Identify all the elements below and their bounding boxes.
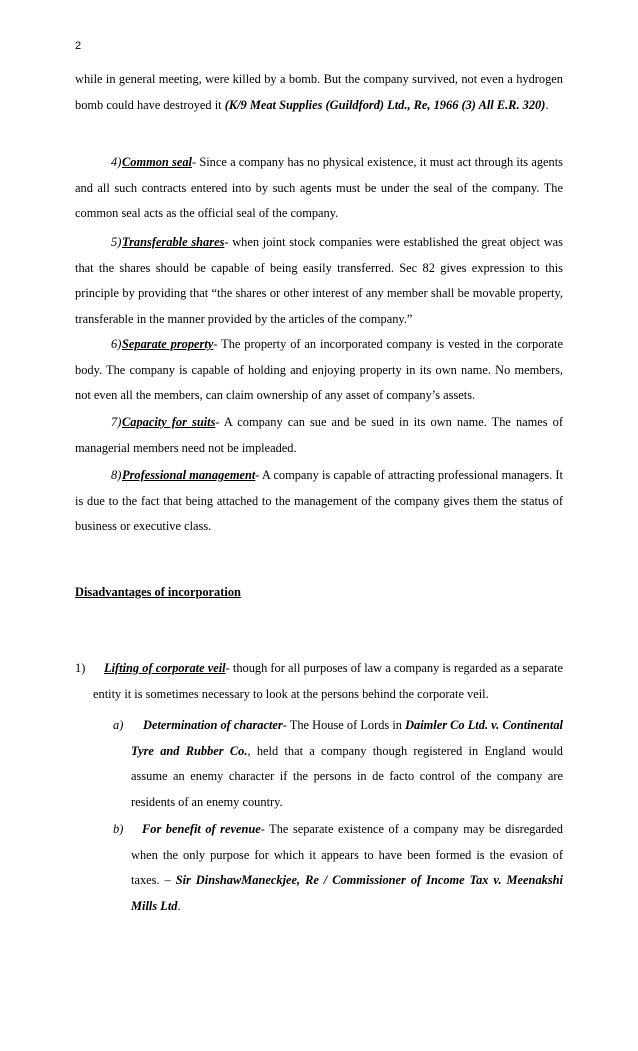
item-number: 7) [111,415,122,429]
item-text: - The property of an incorporated company is vested in the corporate body. The company is capable of holding and enjoying property in its own name. No members, not even all the members, can claim ownership of any asset of company’s assets. [75,337,563,402]
page-number: 2 [75,40,82,52]
item-number: 8) [111,468,122,482]
item-text: - The separate existence of a company may be disregarded when the only purpose for which it appears to have been formed is the evasion of taxes. – [131,822,563,887]
item-heading: Capacity for suits [122,415,216,429]
sub-item-b [113,817,563,919]
sub-item-marker: a) [113,718,124,732]
advantage-item-6 [75,332,563,409]
advantage-item-4 [75,150,563,227]
case-citation: Sir DinshawManeckjee, Re / Commissioner of Income Tax v. Meenakshi Mills Ltd [131,873,563,913]
sub-item-marker: b) [113,822,124,836]
item-heading: Professional management [122,468,256,482]
item-text: - though for all purposes of law a company is regarded as a separate entity it is sometimes necessary to look at the persons behind the corporate veil. [93,661,563,701]
item-heading: Separate property [122,337,214,351]
intro-paragraph [75,67,563,118]
disadvantage-item-1 [75,656,563,707]
item-number: 1) [75,661,86,675]
item-end: . [177,898,181,913]
intro-end: . [545,97,549,112]
item-heading: Transferable shares [122,235,225,249]
item-text: - when joint stock companies were established the great object was that the shares should be capable of being easily transferred. Sec 82 gives expression to this principle by providing that “the shares or other interest of any member shall be movable property, transferable in the manner provided by the articles of the company.” [75,235,563,326]
item-heading: Determination of character [143,718,283,732]
item-text: - The House of Lords in [282,718,406,732]
item-heading: For benefit of revenue [142,822,261,836]
item-heading: Lifting of corporate veil [104,661,226,675]
advantage-item-7 [75,410,563,461]
advantage-item-5 [75,230,563,332]
sub-item-a [113,713,563,815]
section-heading: Disadvantages of incorporation [75,585,241,599]
advantage-item-8 [75,463,563,540]
item-number: 5) [111,235,122,249]
item-number: 4) [111,155,122,169]
item-heading: Common seal [122,155,192,169]
item-text: - A company can sue and be sued in its own name. The names of managerial members need not be impleaded. [75,415,563,455]
case-citation: (K/9 Meat Supplies (Guildford) Ltd., Re, 1966 (3) All E.R. 320) [224,97,546,112]
item-text: - A company is capable of attracting professional managers. It is due to the fact that being attached to the management of the company gives them the status of business or executive class. [75,468,563,533]
item-number: 6) [111,337,122,351]
intro-text: while in general meeting, were killed by a bomb. But the company survived, not even a hydrogen bomb could have destroyed it [75,72,563,112]
item-text: , held that a company though registered in England would assume an enemy character if the persons in de facto control of the company are residents of an enemy country. [131,743,563,809]
case-citation: Daimler Co Ltd. v. Continental Tyre and Rubber Co. [131,718,563,758]
item-text: - Since a company has no physical existence, it must act through its agents and all such contracts entered into by such agents must be under the seal of the company. The common seal acts as the official seal of the company. [75,155,563,220]
